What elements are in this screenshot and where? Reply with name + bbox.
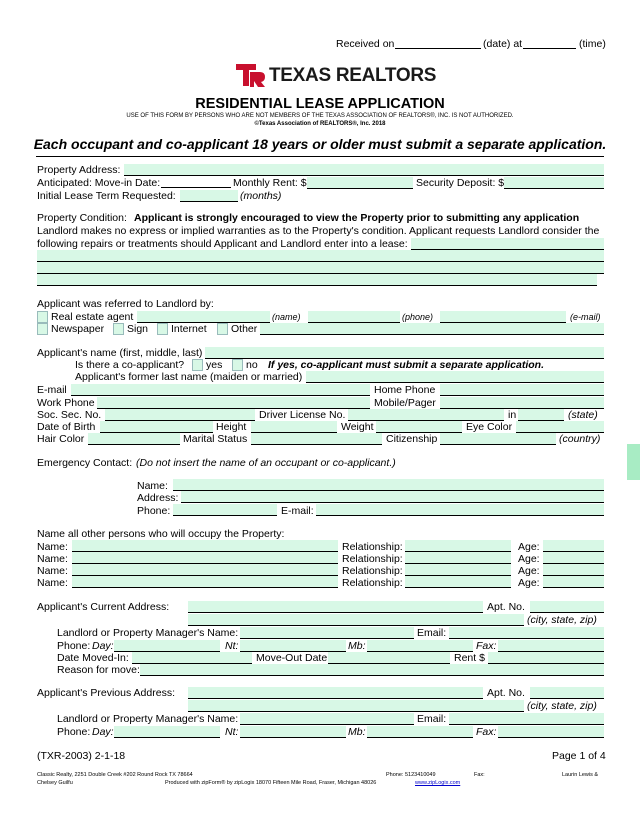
height-label: Height xyxy=(216,421,247,433)
coapplicant-yes-label: yes xyxy=(206,359,223,371)
coapplicant-no-checkbox[interactable] xyxy=(232,359,243,371)
previous-city-state-zip-field[interactable] xyxy=(188,700,524,712)
other-referral-field[interactable] xyxy=(260,323,604,335)
occupant-relationship-label: Relationship: xyxy=(342,565,403,577)
previous-day-label: Day: xyxy=(92,726,114,738)
previous-manager-field[interactable] xyxy=(240,713,414,725)
agent-checkbox[interactable] xyxy=(37,311,48,323)
previous-manager-email-field[interactable] xyxy=(449,713,604,725)
email-field[interactable] xyxy=(71,384,370,396)
occupant-relationship-label: Relationship: xyxy=(342,541,403,553)
previous-address-label: Applicant's Previous Address: xyxy=(37,687,175,699)
marital-status-label: Marital Status xyxy=(183,433,248,445)
marital-status-field[interactable] xyxy=(251,433,382,445)
side-tab[interactable] xyxy=(627,444,640,480)
current-apt-field[interactable] xyxy=(530,601,604,613)
occupant-age-field[interactable] xyxy=(543,540,604,552)
current-rent-field[interactable] xyxy=(488,652,604,664)
occupant-age-field[interactable] xyxy=(543,564,604,576)
received-time-field[interactable] xyxy=(523,38,576,49)
country-hint: (country) xyxy=(559,433,601,445)
previous-nt-label: Nt: xyxy=(225,726,239,738)
eye-color-label: Eye Color xyxy=(466,421,513,433)
referral-label: Applicant was referred to Landlord by: xyxy=(37,298,214,310)
previous-manager-email-label: Email: xyxy=(417,713,447,725)
agent-phone-field[interactable] xyxy=(308,311,400,323)
hair-color-label: Hair Color xyxy=(37,433,85,445)
previous-fax-field[interactable] xyxy=(498,726,604,738)
lease-term-field[interactable] xyxy=(180,190,238,202)
occupant-relationship-label: Relationship: xyxy=(342,553,403,565)
condition-line-2: Landlord makes no express or implied warranties as to the Property's condition. Applicant requests Landlord consider the xyxy=(37,225,600,237)
dob-field[interactable] xyxy=(100,421,213,433)
repairs-field-1[interactable] xyxy=(411,238,604,250)
texas-realtors-logo xyxy=(236,60,437,88)
sign-label: Sign xyxy=(127,323,149,335)
condition-warning: Applicant is strongly encouraged to view the Property prior to submitting any application xyxy=(134,212,580,224)
received-date-field[interactable] xyxy=(395,38,481,49)
usage-notice: USE OF THIS FORM BY PERSONS WHO ARE NOT MEMBERS OF THE TEXAS ASSOCIATION OF REALTORS®, INC. IS NOT AUTHORIZED. xyxy=(126,113,514,119)
condition-line-3: following repairs or treatments should Applicant and Landlord enter into a lease: xyxy=(37,238,408,250)
agent-names-2: Chelsey Guilfu xyxy=(37,780,73,786)
emergency-contact-label: Emergency Contact: xyxy=(37,457,133,469)
ssn-field[interactable] xyxy=(105,409,255,421)
current-address-label: Applicant's Current Address: xyxy=(37,601,170,613)
newspaper-checkbox[interactable] xyxy=(37,323,48,335)
form-id: (TXR-2003) 2-1-18 xyxy=(37,750,126,762)
occupant-name-field[interactable] xyxy=(72,540,338,552)
agent-names: Laurin Lewis & xyxy=(562,772,599,778)
applicant-name-field[interactable] xyxy=(205,347,604,359)
current-fax-label: Fax: xyxy=(476,640,497,652)
current-moved-in-field[interactable] xyxy=(132,652,252,664)
eye-color-field[interactable] xyxy=(516,421,604,433)
previous-apt-field[interactable] xyxy=(530,687,604,699)
emergency-name-field[interactable] xyxy=(173,479,604,491)
previous-day-phone-field[interactable] xyxy=(114,726,220,738)
received-on-label: Received on xyxy=(336,38,395,50)
agent-email-field[interactable] xyxy=(440,311,566,323)
security-deposit-field[interactable] xyxy=(504,177,604,189)
previous-address-field[interactable] xyxy=(188,687,483,699)
current-city-state-zip-field[interactable] xyxy=(188,614,524,626)
months-label: (months) xyxy=(240,190,282,202)
occupant-name-field[interactable] xyxy=(72,552,338,564)
agent-phone-hint: (phone) xyxy=(402,312,434,322)
banner-notice: Each occupant and co-applicant 18 years or older must submit a separate application. xyxy=(33,136,607,152)
ssn-label: Soc. Sec. No. xyxy=(37,409,102,421)
header-divider xyxy=(36,156,604,157)
current-csz-hint: (city, state, zip) xyxy=(527,614,597,626)
occupant-name-label: Name: xyxy=(37,565,68,577)
current-rent-label: Rent $ xyxy=(454,652,485,664)
work-phone-label: Work Phone xyxy=(37,397,95,409)
previous-phone-label: Phone: xyxy=(57,726,91,738)
occupant-age-label: Age: xyxy=(518,577,540,589)
current-reason-field[interactable] xyxy=(140,664,604,676)
copyright-notice: ©Texas Association of REALTORS®, Inc. 2018 xyxy=(254,121,386,127)
current-fax-field[interactable] xyxy=(498,640,604,652)
coapplicant-question: Is there a co-applicant? xyxy=(75,359,185,371)
occupant-name-field[interactable] xyxy=(72,564,338,576)
occupant-age-field[interactable] xyxy=(543,576,604,588)
current-phone-label: Phone: xyxy=(57,640,91,652)
occupants-label: Name all other persons who will occupy the Property: xyxy=(37,528,285,540)
occupant-relationship-field[interactable] xyxy=(405,540,511,552)
agent-email-hint: (e-mail) xyxy=(570,312,601,322)
occupant-age-label: Age: xyxy=(518,553,540,565)
emergency-name-label: Name: xyxy=(137,480,168,492)
occupant-relationship-field[interactable] xyxy=(405,552,511,564)
emergency-email-label: E-mail: xyxy=(281,505,314,517)
property-address-field[interactable] xyxy=(124,164,604,176)
dl-state-field[interactable] xyxy=(518,409,564,421)
occupant-age-label: Age: xyxy=(518,565,540,577)
current-day-phone-field[interactable] xyxy=(114,640,220,652)
repairs-field-3[interactable] xyxy=(37,262,604,274)
newspaper-label: Newspaper xyxy=(51,323,105,335)
emergency-email-field[interactable] xyxy=(316,504,604,516)
occupant-name-label: Name: xyxy=(37,577,68,589)
current-manager-email-field[interactable] xyxy=(449,627,604,639)
previous-mb-label: Mb: xyxy=(348,726,366,738)
office-info: Classic Realty, 2251 Double Creek #202 Round Rock TX 78664 xyxy=(37,772,193,778)
emergency-contact-note: (Do not insert the name of an occupant or co-applicant.) xyxy=(136,457,396,469)
current-night-phone-field[interactable] xyxy=(240,640,346,652)
emergency-phone-label: Phone: xyxy=(137,505,171,517)
logo-mark-icon xyxy=(236,62,266,88)
current-nt-label: Nt: xyxy=(225,640,239,652)
previous-mobile-field[interactable] xyxy=(367,726,473,738)
ziplogix-link[interactable]: www.zipLogix.com xyxy=(415,780,461,786)
logo-text: TEXAS REALTORS xyxy=(269,65,437,86)
previous-fax-label: Fax: xyxy=(476,726,497,738)
current-move-out-field[interactable] xyxy=(328,652,450,664)
occupant-name-label: Name: xyxy=(37,553,68,565)
current-address-field[interactable] xyxy=(188,601,483,613)
occupant-relationship-field[interactable] xyxy=(405,564,511,576)
condition-label: Property Condition: xyxy=(37,212,127,224)
occupant-name-label: Name: xyxy=(37,541,68,553)
move-in-field[interactable] xyxy=(161,177,231,188)
current-mb-label: Mb: xyxy=(348,640,366,652)
citizenship-field[interactable] xyxy=(440,433,556,445)
repairs-field-2[interactable] xyxy=(37,250,604,262)
lease-term-label: Initial Lease Term Requested: xyxy=(37,190,176,202)
previous-csz-hint: (city, state, zip) xyxy=(527,700,597,712)
current-manager-field[interactable] xyxy=(240,627,414,639)
former-name-field[interactable] xyxy=(306,371,604,383)
mobile-field[interactable] xyxy=(440,397,604,409)
current-moved-in-label: Date Moved-In: xyxy=(57,652,129,664)
other-checkbox[interactable] xyxy=(217,323,228,335)
current-move-out-label: Move-Out Date xyxy=(256,652,328,664)
hair-color-field[interactable] xyxy=(88,433,180,445)
zipform-credit: Produced with zipForm® by zipLogix 18070 Fifteen Mile Road, Fraser, Michigan 48026 xyxy=(165,780,377,786)
security-deposit-label: Security Deposit: $ xyxy=(416,177,505,189)
current-mobile-field[interactable] xyxy=(367,640,473,652)
property-address-label: Property Address: xyxy=(37,164,121,176)
sign-checkbox[interactable] xyxy=(113,323,124,335)
work-phone-field[interactable] xyxy=(97,397,370,409)
current-manager-label: Landlord or Property Manager's Name: xyxy=(57,627,239,639)
other-label: Other xyxy=(231,323,258,335)
dob-label: Date of Birth xyxy=(37,421,96,433)
time-label: (time) xyxy=(579,38,606,50)
current-day-label: Day: xyxy=(92,640,114,652)
occupant-name-field[interactable] xyxy=(72,576,338,588)
previous-apt-label: Apt. No. xyxy=(487,687,525,699)
mobile-label: Mobile/Pager xyxy=(374,397,436,409)
internet-label: Internet xyxy=(171,323,207,335)
height-field[interactable] xyxy=(251,421,337,433)
repairs-field-4[interactable] xyxy=(37,274,597,286)
home-phone-label: Home Phone xyxy=(374,384,436,396)
office-phone: Phone: 5123410049 xyxy=(386,772,436,778)
emergency-address-label: Address: xyxy=(137,492,179,504)
coapplicant-no-label: no xyxy=(246,359,258,371)
agent-label: Real estate agent xyxy=(51,311,134,323)
previous-night-phone-field[interactable] xyxy=(240,726,346,738)
former-name-label: Applicant's former last name (maiden or married) xyxy=(75,371,303,383)
dl-in-label: in xyxy=(508,409,517,421)
agent-name-hint: (name) xyxy=(272,312,301,322)
current-reason-label: Reason for move: xyxy=(57,664,140,676)
applicant-name-label: Applicant's name (first, middle, last) xyxy=(37,347,203,359)
occupant-age-field[interactable] xyxy=(543,552,604,564)
previous-manager-label: Landlord or Property Manager's Name: xyxy=(57,713,239,725)
coapplicant-note: If yes, co-applicant must submit a separate application. xyxy=(268,359,544,371)
office-fax: Fax: xyxy=(474,772,485,778)
monthly-rent-label: Monthly Rent: $ xyxy=(233,177,307,189)
occupant-relationship-field[interactable] xyxy=(405,576,511,588)
emergency-address-field[interactable] xyxy=(181,491,604,503)
citizenship-label: Citizenship xyxy=(386,433,438,445)
occupant-relationship-label: Relationship: xyxy=(342,577,403,589)
monthly-rent-field[interactable] xyxy=(307,177,413,189)
agent-name-field[interactable] xyxy=(137,311,270,323)
internet-checkbox[interactable] xyxy=(157,323,168,335)
weight-label: Weight xyxy=(341,421,374,433)
coapplicant-yes-checkbox[interactable] xyxy=(192,359,203,371)
move-in-label: Anticipated: Move-in Date: xyxy=(37,177,161,189)
driver-license-label: Driver License No. xyxy=(259,409,346,421)
weight-field[interactable] xyxy=(376,421,462,433)
current-manager-email-label: Email: xyxy=(417,627,447,639)
page-number: Page 1 of 4 xyxy=(552,750,606,762)
driver-license-field[interactable] xyxy=(348,409,504,421)
emergency-phone-field[interactable] xyxy=(173,504,277,516)
date-at-label: (date) at xyxy=(483,38,523,50)
dl-state-hint: (state) xyxy=(568,409,598,421)
current-apt-label: Apt. No. xyxy=(487,601,525,613)
form-title: RESIDENTIAL LEASE APPLICATION xyxy=(195,96,445,112)
home-phone-field[interactable] xyxy=(440,384,604,396)
occupant-age-label: Age: xyxy=(518,541,540,553)
email-label: E-mail xyxy=(37,384,67,396)
